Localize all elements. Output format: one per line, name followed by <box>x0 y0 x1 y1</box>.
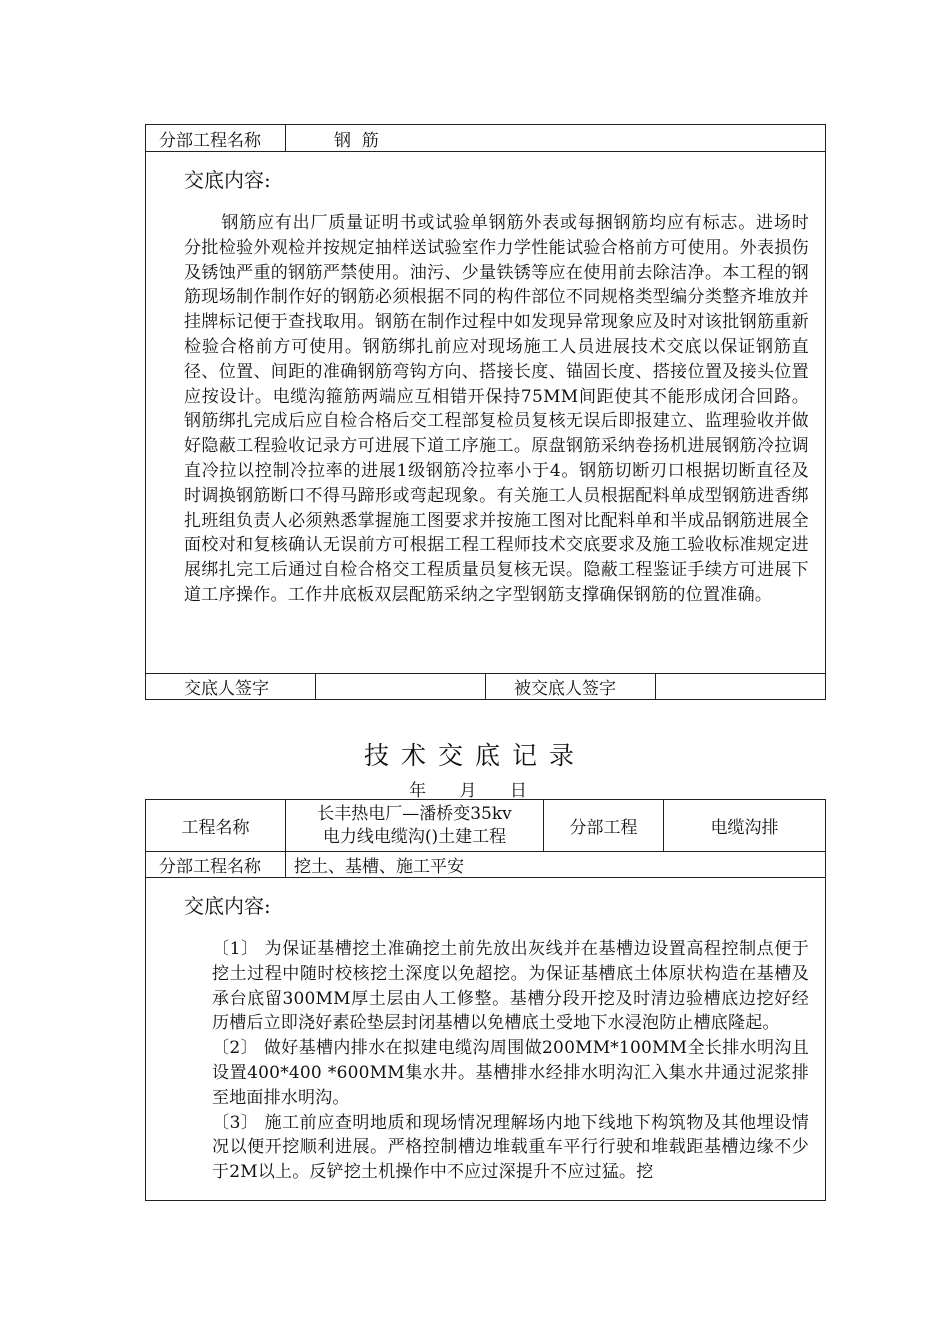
content-row-2 <box>146 878 825 1200</box>
section-value: 钢 筋 <box>334 130 379 151</box>
project-value-line1: 长丰热电厂—潘桥变35kv <box>317 803 512 824</box>
content-items <box>184 937 809 1185</box>
date-line: 年 月 日 <box>409 781 541 801</box>
excavation-disclosure-table <box>145 799 826 1201</box>
content-row <box>146 152 825 674</box>
project-value-line2: 电力线电缆沟()土建工程 <box>322 826 507 847</box>
content-item-2: 〔2〕 做好基槽内排水在拟建电缆沟周围做200MM*100MM全长排水明沟且设置400*400 *600MM集水井。基槽排水经排水明沟汇入集水井通过泥浆排至地面排水明沟。 <box>212 1038 809 1108</box>
content-cell <box>146 152 825 673</box>
division-value: 电缆沟排 <box>710 818 779 838</box>
content-item-3: 〔3〕 施工前应查明地质和现场情况理解场内地下线地下构筑物及其他埋设情况以便开挖顺利进展。严格控制槽边堆载重车平行行驶和堆载距基槽边缘不少于2M以上。反铲挖土机操作中不应过深提升不应过猛。挖 <box>212 1112 809 1183</box>
section-value-2: 挖土、基槽、施工平安 <box>294 857 464 877</box>
sign-field-discloser[interactable] <box>316 674 486 699</box>
sign-field-receiver[interactable] <box>656 674 825 699</box>
content-cell-2 <box>146 878 825 1200</box>
project-label: 工程名称 <box>146 800 286 851</box>
record-title: 技术交底记录 <box>363 741 586 770</box>
project-value <box>286 800 544 851</box>
content-item-1: 〔1〕 为保证基槽挖土准确挖土前先放出灰线并在基槽边设置高程控制点便于挖土过程中随时校核挖土深度以免超挖。为保证基槽底土体原状构造在基槽及承台底留300MM厚土层由人工修整。基槽分段开挖及时清边验槽底边挖好经历槽后立即浇好素砼垫层封闭基槽以免槽底土受地下水浸泡防止槽底隆起。 <box>212 939 809 1034</box>
signature-row <box>146 674 825 699</box>
content-text: 钢筋应有出厂质量证明书或试验单钢筋外表或每捆钢筋均应有标志。进场时分批检验外观检并按规定抽样送试验室作力学性能试验合格前方可使用。外表损伤及锈蚀严重的钢筋严禁使用。油污、少量铁锈等应在使用前去除洁净。本工程的钢筋现场制作制作好的钢筋必须根据不同的构件部位不同规格类型编分类整齐堆放并挂牌标记便于查找取用。钢筋在制作过程中如发现异常现象应及时对该批钢筋重新检验合格前方可使用。钢筋绑扎前应对现场施工人员进展技术交底以保证钢筋直径、位置、间距的准确钢筋弯钩方向、搭接长度、锚固长度、搭接位置及接头位置应按设计。电缆沟箍筋两端应互相错开保持75MM间距使其不能形成闭合回路。钢筋绑扎完成后应自检合格后交工程部复检员复核无误后即报建立、监理验收并做好隐蔽工程验收记录方可进展下道工序施工。原盘钢筋采纳卷扬机进展钢筋冷拉调直冷拉以控制冷拉率的进展1级钢筋冷拉率小于4。钢筋切断刃口根据切断直径及时调换钢筋断口不得马蹄形或弯起现象。有关施工人员根据配料单成型钢筋进香绑扎班组负责人必须熟悉掌握施工图要求并按施工图对比配料单和半成品钢筋进展全面校对和复核确认无误前方可根据工程工程师技术交底要求及施工验收标准规定进展绑扎完工后通过自检合格交工程质量员复核无误。隐蔽工程鉴证手续方可进展下道工序操作。工作井底板双层配筋采纳之字型钢筋支撑确保钢筋的位置准确。 <box>184 213 809 605</box>
content-heading: 交底内容: <box>184 168 271 192</box>
division-label: 分部工程 <box>544 800 664 851</box>
section-row-2 <box>146 852 825 878</box>
sign-label-discloser: 交底人签字 <box>146 674 316 699</box>
section-label: 分部工程名称 <box>146 125 286 151</box>
steel-disclosure-table <box>145 124 826 700</box>
project-row <box>146 800 825 852</box>
section-row <box>146 125 825 152</box>
sign-label-receiver: 被交底人签字 <box>486 674 656 699</box>
content-heading-2: 交底内容: <box>184 894 271 918</box>
section-label-2: 分部工程名称 <box>146 852 286 877</box>
